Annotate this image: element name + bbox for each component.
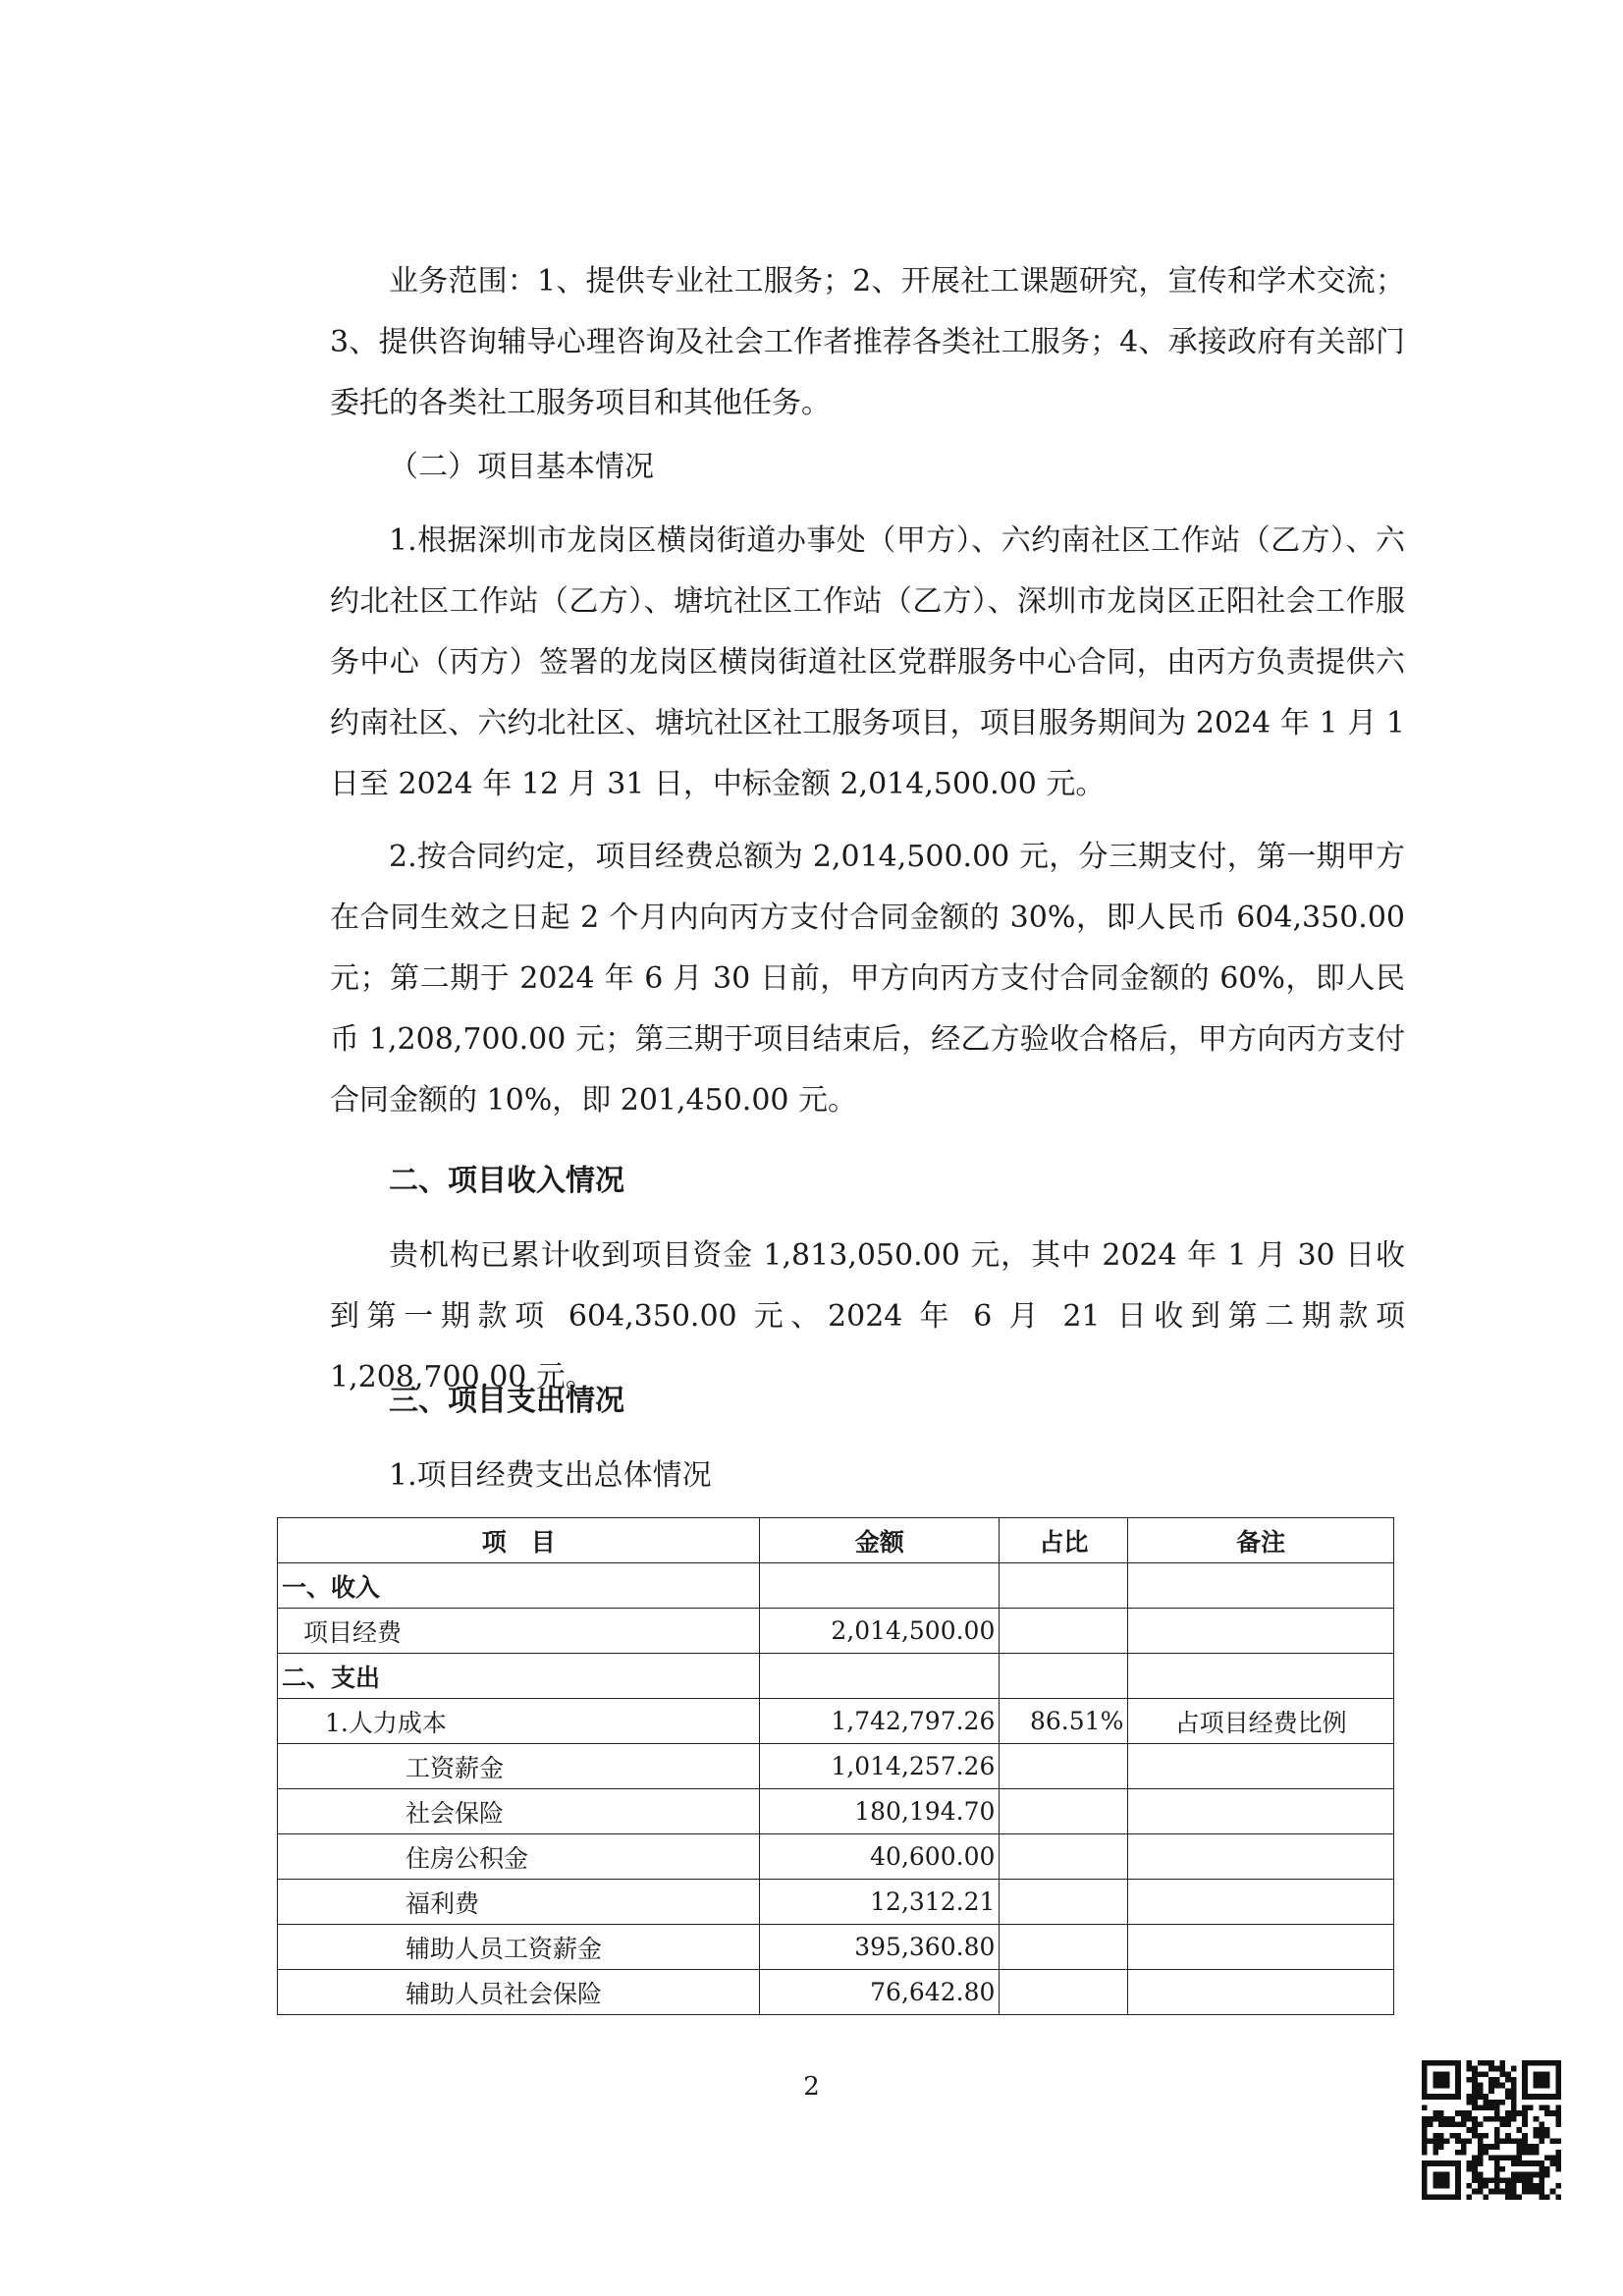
row-note: 占项目经费比例 [1128, 1699, 1394, 1744]
table-row [278, 1744, 1394, 1789]
table-header-row [278, 1518, 1394, 1563]
row-amount: 180,194.70 [760, 1789, 1000, 1834]
row-ratio [1000, 1834, 1128, 1880]
row-note [1128, 1970, 1394, 2015]
row-ratio [1000, 1609, 1128, 1654]
row-note [1128, 1789, 1394, 1834]
page-number: 2 [803, 2072, 820, 2102]
row-item: 辅助人员社会保险 [278, 1970, 760, 2015]
header-item: 项 目 [278, 1518, 760, 1563]
row-item: 项目经费 [278, 1609, 760, 1654]
row-amount: 40,600.00 [760, 1834, 1000, 1880]
row-item: 工资薪金 [278, 1744, 760, 1789]
row-note [1128, 1925, 1394, 1970]
table-row [278, 1699, 1394, 1744]
row-item: 住房公积金 [278, 1834, 760, 1880]
row-amount: 395,360.80 [760, 1925, 1000, 1970]
row-amount [760, 1563, 1000, 1609]
row-item: 社会保险 [278, 1789, 760, 1834]
subheading-expense-overview: 1.项目经费支出总体情况 [389, 1458, 712, 1493]
table-row [278, 1789, 1394, 1834]
row-ratio: 86.51% [1000, 1699, 1128, 1744]
expense-table [277, 1517, 1394, 2015]
business-scope-paragraph: 业务范围：1、提供专业社工服务；2、开展社工课题研究，宣传和学术交流；3、提供咨询辅导心理咨询及社会工作者推荐各类社工服务；4、承接政府有关部门委托的各类社工服务项目和其他任务。 [330, 264, 1405, 420]
row-item: 一、收入 [278, 1563, 760, 1609]
row-item: 福利费 [278, 1880, 760, 1925]
table-row [278, 1609, 1394, 1654]
row-amount: 12,312.21 [760, 1880, 1000, 1925]
income-paragraph: 贵机构已累计收到项目资金 1,813,050.00 元，其中 2024 年 1 月 30 日收到第一期款项 604,350.00 元、2024 年 6 月 21 日收到第二期款项 1,208,700.00 元。 [330, 1238, 1405, 1394]
project-basic-paragraph-1: 1.根据深圳市龙岗区横岗街道办事处（甲方）、六约南社区工作站（乙方）、六约北社区工作站（乙方）、塘坑社区工作站（乙方）、深圳市龙岗区正阳社会工作服务中心（丙方）签署的龙岗区横岗街道社区党群服务中心合同，由丙方负责提供六约南社区、六约北社区、塘坑社区社工服务项目，项目服务期间为 2024 年 1 月 1 日至 2024 年 12 月 31 日，中标金额 2,014,500.00 元。 [330, 523, 1405, 801]
table-row [278, 1970, 1394, 2015]
table-row [278, 1654, 1394, 1699]
heading-project-income: 二、项目收入情况 [389, 1164, 624, 1198]
row-note [1128, 1744, 1394, 1789]
header-note: 备注 [1128, 1518, 1394, 1563]
row-item: 1.人力成本 [278, 1699, 760, 1744]
table-row [278, 1925, 1394, 1970]
header-amount: 金额 [760, 1518, 1000, 1563]
row-ratio [1000, 1744, 1128, 1789]
row-amount: 1,014,257.26 [760, 1744, 1000, 1789]
row-item: 二、支出 [278, 1654, 760, 1699]
row-ratio [1000, 1880, 1128, 1925]
row-amount [760, 1654, 1000, 1699]
table-row [278, 1834, 1394, 1880]
subheading-project-basic: （二）项目基本情况 [389, 450, 654, 484]
project-basic-paragraph-2: 2.按合同约定，项目经费总额为 2,014,500.00 元，分三期支付，第一期甲方在合同生效之日起 2 个月内向丙方支付合同金额的 30%，即人民币 604,350.00 元；第二期于 2024 年 6 月 30 日前，甲方向丙方支付合同金额的 60%，即人民币 1,208,700.00 元；第三期于项目结束后，经乙方验收合格后，甲方向丙方支付合同金额的 10%，即 201,450.00 元。 [330, 840, 1405, 1118]
heading-project-expense: 三、项目支出情况 [389, 1384, 624, 1418]
row-note [1128, 1609, 1394, 1654]
table-row [278, 1880, 1394, 1925]
row-ratio [1000, 1563, 1128, 1609]
row-ratio [1000, 1654, 1128, 1699]
qr-code-icon [1422, 2060, 1561, 2200]
row-ratio [1000, 1789, 1128, 1834]
row-amount: 1,742,797.26 [760, 1699, 1000, 1744]
row-amount: 76,642.80 [760, 1970, 1000, 2015]
row-note [1128, 1654, 1394, 1699]
row-note [1128, 1834, 1394, 1880]
table-row [278, 1563, 1394, 1609]
row-item: 辅助人员工资薪金 [278, 1925, 760, 1970]
row-ratio [1000, 1970, 1128, 2015]
row-note [1128, 1563, 1394, 1609]
row-ratio [1000, 1925, 1128, 1970]
row-note [1128, 1880, 1394, 1925]
row-amount: 2,014,500.00 [760, 1609, 1000, 1654]
header-ratio: 占比 [1000, 1518, 1128, 1563]
